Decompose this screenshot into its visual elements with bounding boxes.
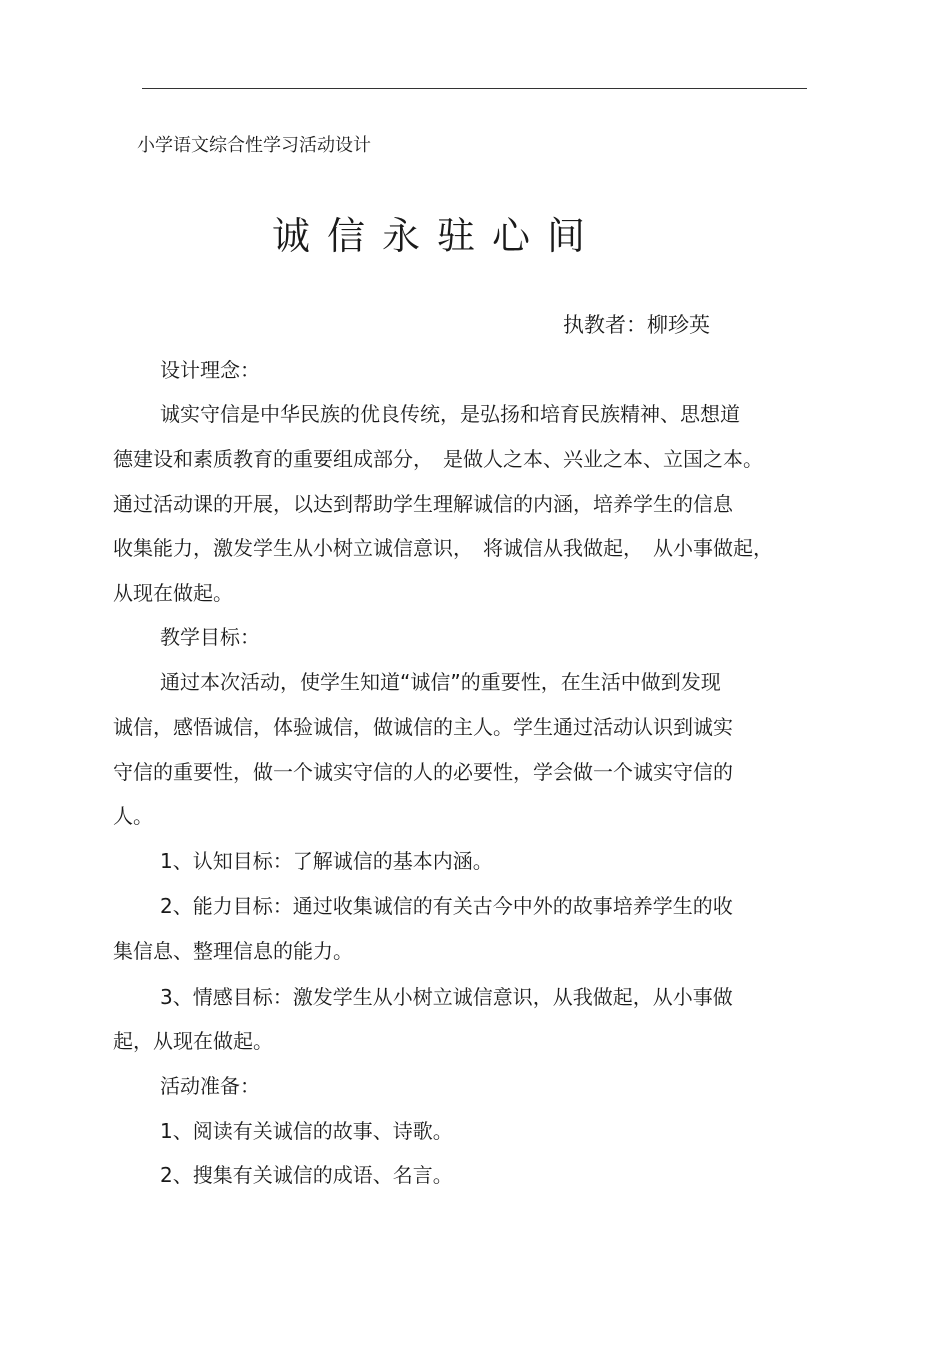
goals-line: 守信的重要性，做一个诚实守信的人的必要性，学会做一个诚实守信的 xyxy=(113,760,733,784)
header-rule xyxy=(142,88,807,89)
prep-item: 2、搜集有关诚信的成语、名言。 xyxy=(160,1163,453,1187)
concept-line: 从现在做起。 xyxy=(113,581,233,605)
concept-line: 收集能力，激发学生从小树立诚信意识， 将诚信从我做起， 从小事做起， xyxy=(113,536,773,560)
goals-line: 人。 xyxy=(113,804,153,828)
document-title: 诚信永驻心间 xyxy=(272,214,603,258)
goal-item-emotion-cont: 起，从现在做起。 xyxy=(113,1029,273,1053)
goals-line: 诚信，感悟诚信，体验诚信，做诚信的主人。学生通过活动认识到诚实 xyxy=(113,715,733,739)
concept-heading: 设计理念： xyxy=(160,358,260,382)
goals-heading: 教学目标： xyxy=(160,625,260,649)
goal-item-ability-cont: 集信息、整理信息的能力。 xyxy=(113,939,353,963)
concept-line: 通过活动课的开展，以达到帮助学生理解诚信的内涵，培养学生的信息 xyxy=(113,492,733,516)
concept-line: 德建设和素质教育的重要组成部分， 是做人之本、兴业之本、立国之本。 xyxy=(113,447,763,471)
document-subtitle: 小学语文综合性学习活动设计 xyxy=(137,135,371,156)
concept-line: 诚实守信是中华民族的优良传统，是弘扬和培育民族精神、思想道 xyxy=(160,402,740,426)
prep-item: 1、阅读有关诚信的故事、诗歌。 xyxy=(160,1119,453,1143)
goal-item-emotion: 3、情感目标：激发学生从小树立诚信意识，从我做起，从小事做 xyxy=(160,985,733,1009)
goal-item-cognitive: 1、认知目标：了解诚信的基本内涵。 xyxy=(160,849,493,873)
prep-heading: 活动准备： xyxy=(160,1074,260,1098)
goal-item-ability: 2、能力目标：通过收集诚信的有关古今中外的故事培养学生的收 xyxy=(160,894,733,918)
author-line: 执教者：柳珍英 xyxy=(563,313,710,337)
goals-line: 通过本次活动，使学生知道“诚信”的重要性，在生活中做到发现 xyxy=(160,670,721,694)
